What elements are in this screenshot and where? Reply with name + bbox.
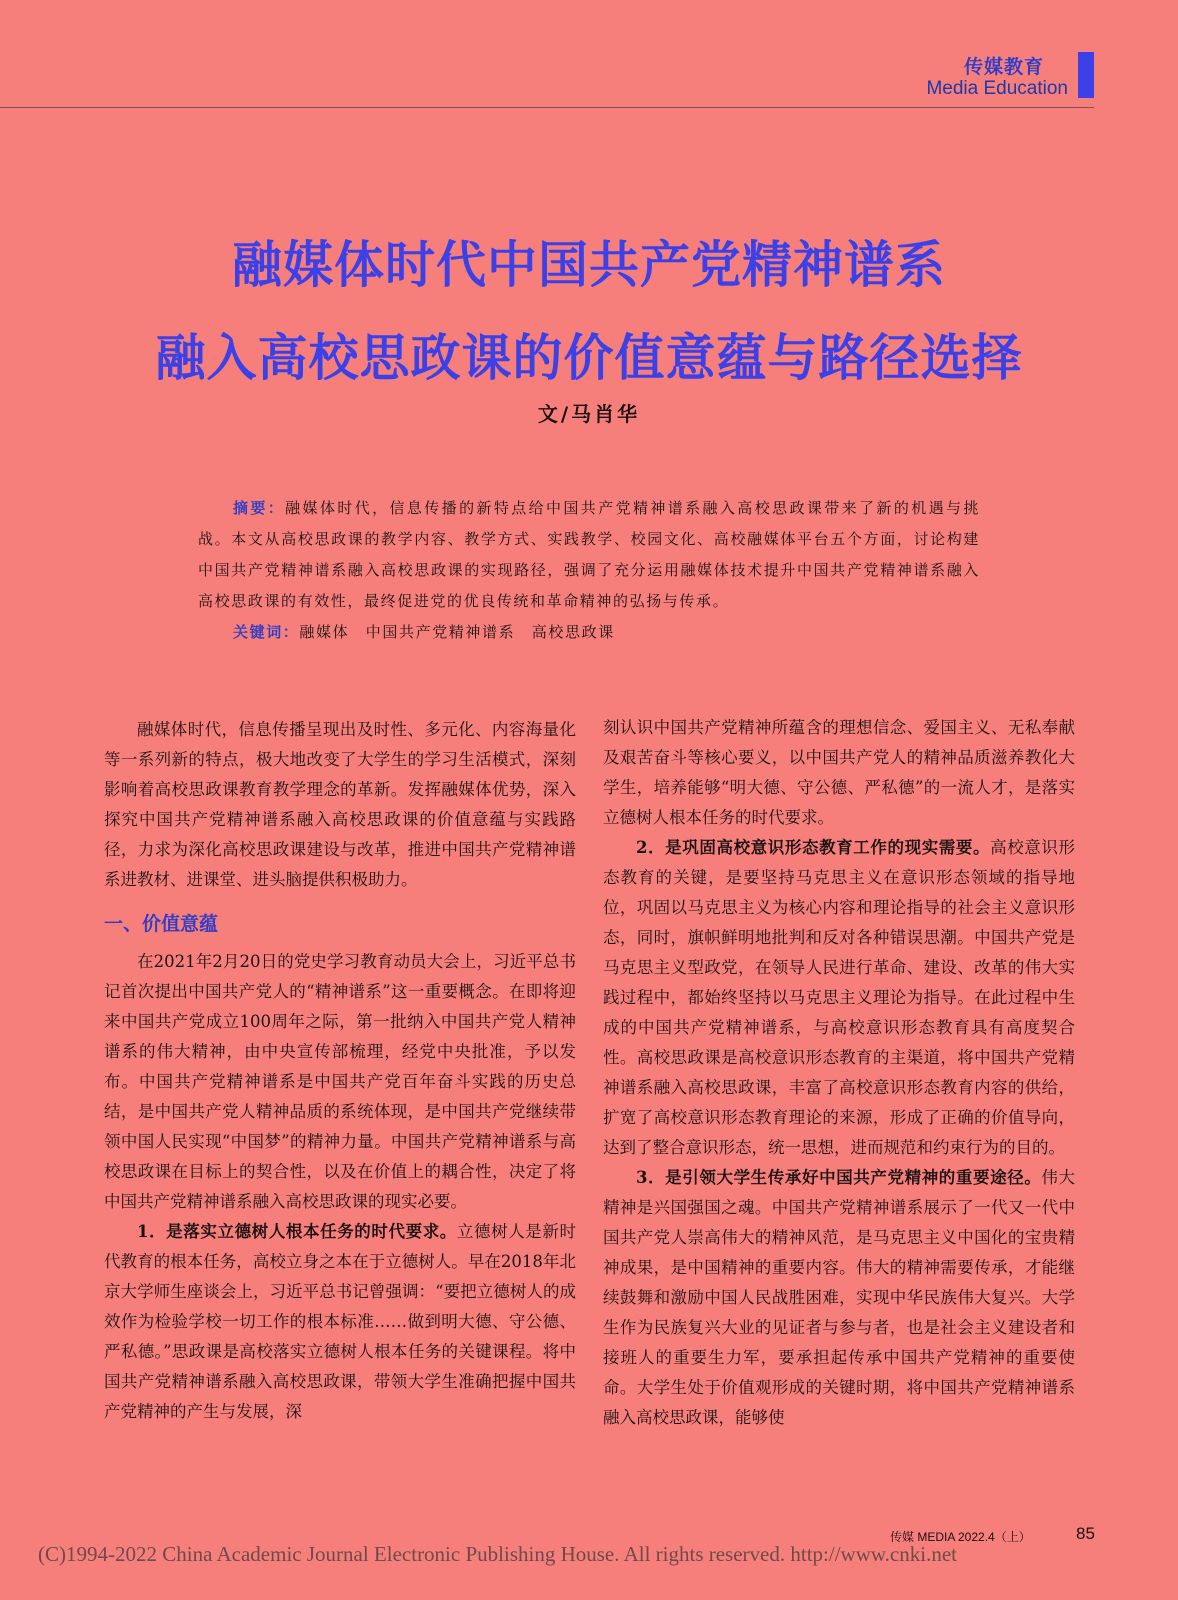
body-paragraph-point2: [603, 833, 1075, 1163]
body-paragraph-point3: [603, 1163, 1075, 1433]
point3-lead: 3．是引领大学生传承好中国共产党精神的重要途径。: [636, 1168, 1042, 1187]
section-title-cn: 传媒教育: [963, 56, 1044, 78]
body-column-right: [603, 713, 1075, 1433]
abstract-block: [198, 493, 980, 648]
point3-text: 伟大精神是兴国强国之魂。中国共产党精神谱系展示了一代又一代中国共产党人崇高伟大的精神风范，是马克思主义中国化的宝贵精神成果，是中国精神的重要内容。伟大的精神需要传承，才能继续鼓舞和激励中国人民战胜困难，实现中华民族伟大复兴。大学生作为民族复兴大业的见证者与参与者，也是社会主义建设者和接班人的重要生力军，要承担起传承中国共产党精神的重要使命。大学生处于价值观形成的关键时期，将中国共产党精神谱系融入高校思政课，能够使: [603, 1168, 1076, 1427]
keywords-label: 关键词：: [233, 623, 300, 641]
abstract-label: 摘要：: [233, 499, 286, 517]
article-title-line2: 融入高校思政课的价值意蕴与路径选择: [155, 329, 1023, 387]
keywords-paragraph: [198, 617, 980, 648]
section-heading-value: 一、价值意蕴: [104, 913, 219, 935]
point1-lead: 1．是落实立德树人根本任务的时代要求。: [137, 1222, 457, 1241]
copyright-watermark: (C)1994-2022 China Academic Journal Electronic Publishing House. All rights reserved. http://www.cnki.net: [38, 1542, 957, 1566]
abstract-text: 融媒体时代，信息传播的新特点给中国共产党精神谱系融入高校思政课带来了新的机遇与挑战。本文从高校思政课的教学内容、教学方式、实践教学、校园文化、高校融媒体平台五个方面，讨论构建中国共产党精神谱系融入高校思政课的实现路径，强调了充分运用融媒体技术提升中国共产党精神谱系融入高校思政课的有效性，最终促进党的优良传统和革命精神的弘扬与传承。: [198, 499, 980, 610]
abstract-paragraph: [198, 493, 980, 617]
article-author: 文/马肖华: [537, 402, 641, 426]
article-title-line1: 融媒体时代中国共产党精神谱系: [232, 236, 946, 294]
body-column-left: [104, 715, 576, 1427]
point2-lead: 2．是巩固高校意识形态教育工作的现实需要。: [636, 838, 991, 857]
page-number: 85: [1076, 1524, 1095, 1543]
section-title-en: Media Education: [926, 78, 1068, 99]
keywords-text: 融媒体 中国共产党精神谱系 高校思政课: [299, 623, 615, 641]
header-divider: [0, 107, 1094, 108]
body-paragraph-point1-continued: 刻认识中国共产党精神所蕴含的理想信念、爱国主义、无私奉献及艰苦奋斗等核心要义，以中国共产党人的精神品质滋养教化大学生，培养能够“明大德、守公德、严私德”的一流人才，是落实立德树人根本任务的时代要求。: [603, 718, 1075, 827]
point2-text: 高校意识形态教育的关键，是要坚持马克思主义在意识形态领域的指导地位，巩固以马克思主义为核心内容和理论指导的社会主义意识形态，同时，旗帜鲜明地批判和反对各种错误思潮。中国共产党是马克思主义型政党，在领导人民进行革命、建设、改革的伟大实践过程中，都始终坚持以马克思主义理论为指导。在此过程中生成的中国共产党精神谱系，与高校意识形态教育具有高度契合性。高校思政课是高校意识形态教育的主渠道，将中国共产党精神谱系融入高校思政课，丰富了高校意识形态教育内容的供给，扩宽了高校意识形态教育理论的来源，形成了正确的价值导向，达到了整合意识形态，统一思想，进而规范和约束行为的目的。: [603, 838, 1075, 1157]
point1-text: 立德树人是新时代教育的根本任务，高校立身之本在于立德树人。早在2018年北京大学师生座谈会上，习近平总书记曾强调：“要把立德树人的成效作为检验学校一切工作的根本标准……做到明大德、守公德、严私德。”思政课是高校落实立德树人根本任务的关键课程。将中国共产党精神谱系融入高校思政课，带领大学生准确把握中国共产党精神的产生与发展，深: [104, 1222, 577, 1421]
body-paragraph-spirit-lineage: 在2021年2月20日的党史学习教育动员大会上，习近平总书记首次提出中国共产党人的“精神谱系”这一重要概念。在即将迎来中国共产党成立100周年之际，第一批纳入中国共产党人精神谱系的伟大精神，由中央宣传部梳理，经党中央批准，予以发布。中国共产党精神谱系是中国共产党百年奋斗实践的历史总结，是中国共产党人精神品质的系统体现，是中国共产党继续带领中国人民实现“中国梦”的精神力量。中国共产党精神谱系与高校思政课在目标上的契合性，以及在价值上的耦合性，决定了将中国共产党精神谱系融入高校思政课的现实必要。: [104, 952, 576, 1211]
body-paragraph-intro: 融媒体时代，信息传播呈现出及时性、多元化、内容海量化等一系列新的特点，极大地改变了大学生的学习生活模式，深刻影响着高校思政课教育教学理念的革新。发挥融媒体优势，深入探究中国共产党精神谱系融入高校思政课的价值意蕴与实践路径，力求为深化高校思政课建设与改革，推进中国共产党精神谱系进教材、进课堂、进头脑提供积极助力。: [104, 720, 576, 889]
footer-journal-info: 传媒 MEDIA 2022.4（上）: [890, 1530, 1031, 1544]
body-paragraph-point1: [104, 1217, 576, 1427]
section-color-bar: [1078, 52, 1094, 98]
